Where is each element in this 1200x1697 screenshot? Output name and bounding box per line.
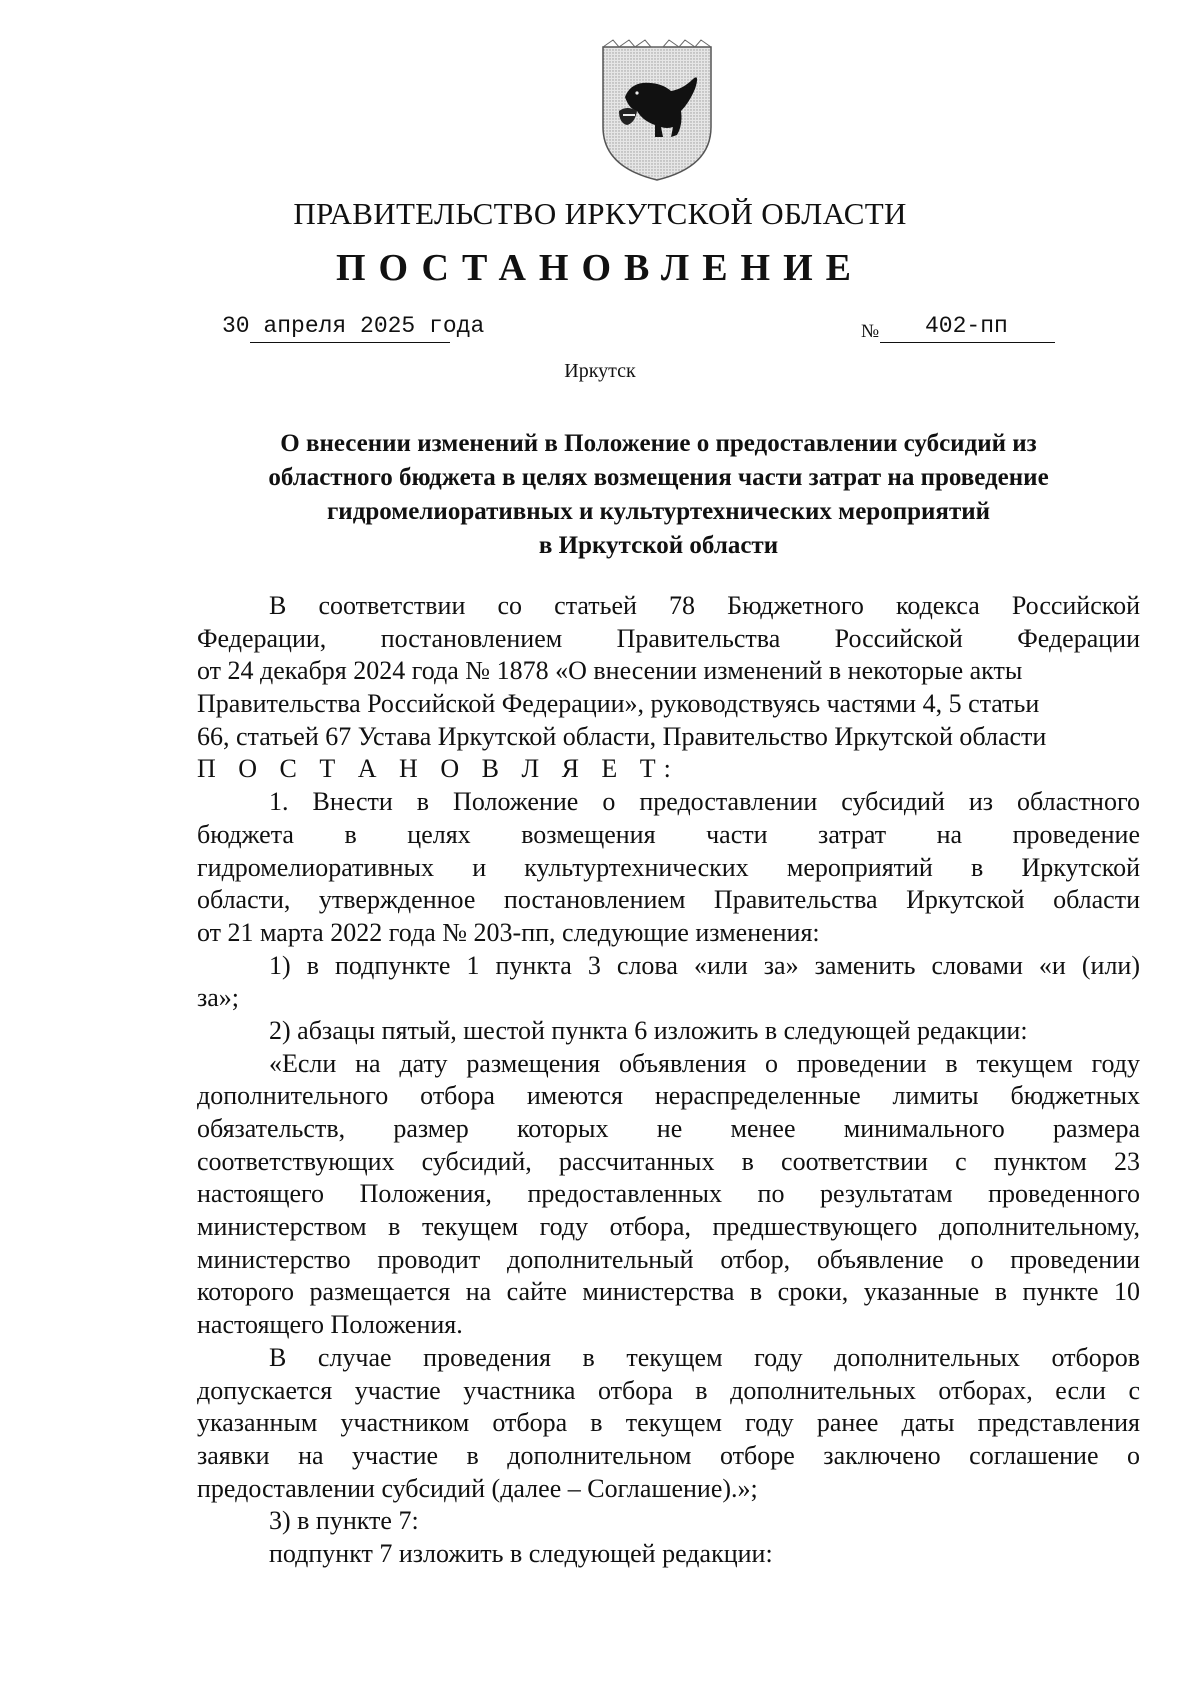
- number-underline: [880, 342, 1055, 343]
- document-number: 402-пп: [925, 313, 1008, 339]
- organization-name: ПРАВИТЕЛЬСТВО ИРКУТСКОЙ ОБЛАСТИ: [293, 196, 907, 231]
- body-line: 1. Внести в Положение о предоставлении субсидий из областного: [269, 787, 1140, 817]
- body-line: П О С Т А Н О В Л Я Е Т:: [197, 754, 679, 784]
- body-line: области, утвержденное постановлением Правительства Иркутской области: [197, 885, 1140, 915]
- body-line: заявки на участие в дополнительном отборе заключено соглашение о: [197, 1440, 1140, 1470]
- body-line: 66, статьей 67 Устава Иркутской области, Правительство Иркутской области: [197, 721, 1047, 751]
- body-line: В случае проведения в текущем году дополнительных отборов: [269, 1342, 1140, 1372]
- body-line: 3) в пункте 7:: [269, 1506, 419, 1536]
- body-line: 2) абзацы пятый, шестой пункта 6 изложить в следующей редакции:: [269, 1015, 1028, 1045]
- document-date: 30 апреля 2025 года: [222, 313, 485, 339]
- body-line: за»;: [197, 983, 240, 1013]
- body-line: гидромелиоративных и культуртехнических мероприятий в Иркутской: [197, 852, 1140, 882]
- body-line: от 21 марта 2022 года № 203-пп, следующие изменения:: [197, 917, 820, 947]
- body-line: которого размещается на сайте министерства в сроки, указанные в пункте 10: [197, 1277, 1140, 1307]
- title-line: О внесении изменений в Положение о предоставлении субсидий из: [280, 430, 1037, 457]
- body-line: предоставлении субсидий (далее – Соглашение).»;: [197, 1473, 758, 1503]
- body-line: Правительства Российской Федерации», руководствуясь частями 4, 5 статьи: [197, 689, 1040, 719]
- body-line: дополнительного отбора имеются нераспределенные лимиты бюджетных: [197, 1081, 1140, 1111]
- body-line: 1) в подпункте 1 пункта 3 слова «или за» заменить словами «и (или): [269, 950, 1140, 980]
- body-line: бюджета в целях возмещения части затрат на проведение: [197, 819, 1140, 849]
- city: Иркутск: [564, 360, 636, 382]
- document-body: [197, 590, 1140, 1571]
- body-line: подпункт 7 изложить в следующей редакции:: [269, 1538, 773, 1568]
- body-line: указанным участником отбора в текущем году ранее даты представления: [197, 1408, 1140, 1438]
- body-line: настоящего Положения, предоставленных по результатам проведенного: [197, 1179, 1140, 1209]
- document-title: [200, 427, 1117, 563]
- title-line: в Иркутской области: [538, 532, 779, 559]
- coat-of-arms-icon: [597, 37, 717, 185]
- date-underline: [250, 342, 450, 343]
- document-type: ПОСТАНОВЛЕНИЕ: [335, 247, 865, 289]
- title-line: областного бюджета в целях возмещения части затрат на проведение: [268, 464, 1049, 491]
- body-line: «Если на дату размещения объявления о проведении в текущем году: [269, 1048, 1140, 1078]
- title-line: гидромелиоративных и культуртехнических мероприятий: [326, 498, 991, 525]
- number-sign: №: [861, 321, 880, 342]
- body-line: настоящего Положения.: [197, 1310, 463, 1340]
- body-line: от 24 декабря 2024 года № 1878 «О внесении изменений в некоторые акты: [197, 656, 1023, 686]
- body-line: В соответствии со статьей 78 Бюджетного кодекса Российской: [269, 591, 1140, 620]
- body-line: соответствующих субсидий, рассчитанных в соответствии с пунктом 23: [197, 1146, 1140, 1176]
- body-line: обязательств, размер которых не менее минимального размера: [197, 1114, 1140, 1143]
- body-line: допускается участие участника отбора в дополнительных отборах, если с: [197, 1375, 1140, 1405]
- body-line: министерством в текущем году отбора, предшествующего дополнительному,: [197, 1212, 1140, 1242]
- body-line: министерство проводит дополнительный отбор, объявление о проведении: [197, 1244, 1140, 1274]
- body-line: Федерации, постановлением Правительства Российской Федерации: [197, 623, 1140, 653]
